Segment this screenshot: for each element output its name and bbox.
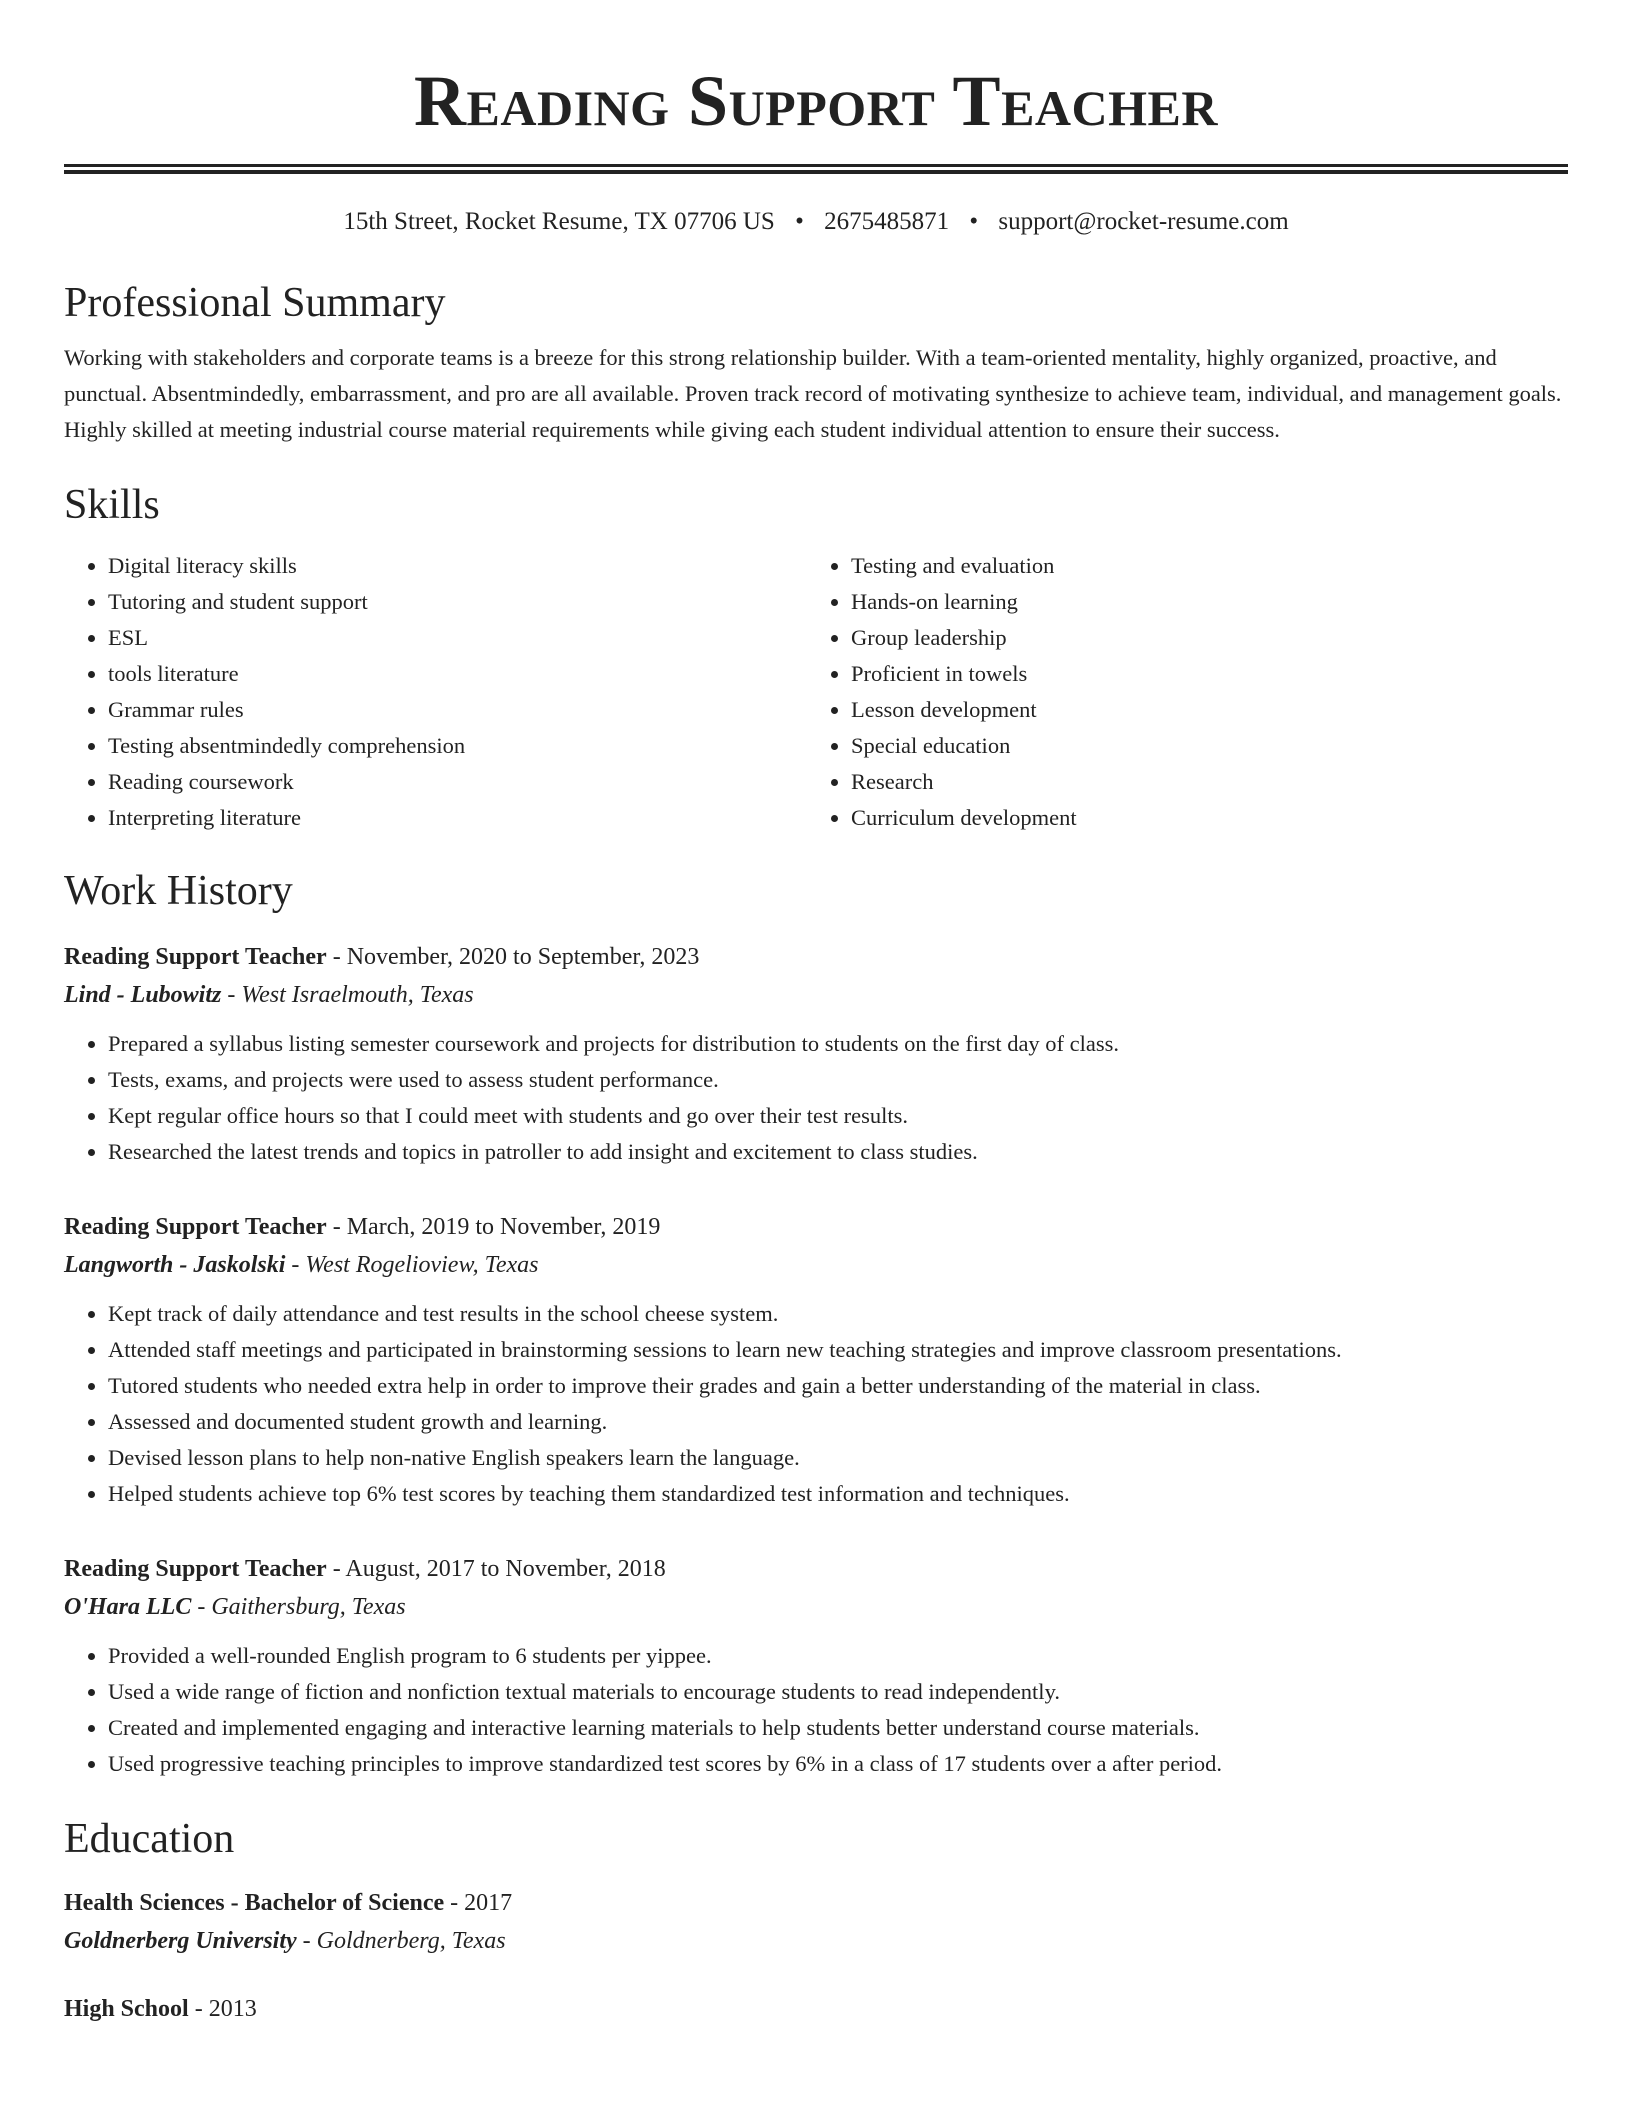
job-duty: • Provided a well-rounded English program to 6 students per yippee.	[108, 1638, 1568, 1674]
job-duty: • Researched the latest trends and topics in patroller to add insight and excitement to class studies.	[108, 1134, 1568, 1170]
education-location: - Goldnerberg, Texas	[296, 1928, 506, 1954]
job-location: - West Rogelioview, Texas	[285, 1252, 539, 1278]
job-company: Lind - Lubowitz	[64, 982, 222, 1008]
education-year: - 2017	[444, 1890, 513, 1916]
education-heading: Education	[64, 1816, 235, 1862]
job-duties	[64, 1296, 1568, 1512]
education-degree-line	[64, 1990, 1568, 2028]
education-year: - 2013	[188, 1996, 257, 2022]
education-degree: High School	[64, 1996, 189, 2022]
contact-email: support@rocket-resume.com	[998, 208, 1289, 235]
skills-heading: Skills	[64, 482, 160, 528]
skill-item: • Grammar rules	[108, 692, 807, 728]
job-company-line	[64, 976, 1568, 1014]
job-duty: • Prepared a syllabus listing semester coursework and projects for distribution to students on the first day of class.	[108, 1026, 1568, 1062]
job-entry	[64, 1550, 1568, 1782]
job-duty: • Assessed and documented student growth and learning.	[108, 1404, 1568, 1440]
job-dates: - November, 2020 to September, 2023	[326, 944, 700, 970]
job-role: Reading Support Teacher	[64, 944, 327, 970]
title-divider	[64, 164, 1568, 174]
job-duty: • Kept track of daily attendance and test results in the school cheese system.	[108, 1296, 1568, 1332]
job-duty: • Kept regular office hours so that I could meet with students and go over their test results.	[108, 1098, 1568, 1134]
skill-item: • tools literature	[108, 656, 807, 692]
job-title-line	[64, 1550, 1568, 1588]
job-company-line	[64, 1588, 1568, 1626]
job-company: O'Hara LLC	[64, 1594, 192, 1620]
job-location: - Gaithersburg, Texas	[191, 1594, 406, 1620]
contact-separator: •	[795, 208, 804, 235]
job-role: Reading Support Teacher	[64, 1214, 327, 1240]
skill-item: • Proficient in towels	[851, 656, 1550, 692]
education-degree-line	[64, 1884, 1568, 1922]
contact-line	[64, 206, 1568, 238]
skill-item: • Reading coursework	[108, 764, 807, 800]
skills-column-left	[64, 548, 807, 836]
job-duty: • Devised lesson plans to help non-native English speakers learn the language.	[108, 1440, 1568, 1476]
skills-column-right	[807, 548, 1550, 836]
work-history-heading: Work History	[64, 868, 293, 914]
skill-item: • Digital literacy skills	[108, 548, 807, 584]
job-dates: - March, 2019 to November, 2019	[326, 1214, 661, 1240]
skills-list	[64, 548, 1568, 836]
skill-item: • Tutoring and student support	[108, 584, 807, 620]
contact-address: 15th Street, Rocket Resume, TX 07706 US	[343, 208, 775, 235]
job-duty: • Helped students achieve top 6% test scores by teaching them standardized test information and techniques.	[108, 1476, 1568, 1512]
job-location: - West Israelmouth, Texas	[221, 982, 474, 1008]
education-school-line	[64, 1922, 1568, 1960]
job-duties	[64, 1638, 1568, 1782]
job-dates: - August, 2017 to November, 2018	[326, 1556, 666, 1582]
contact-separator: •	[969, 208, 979, 235]
resume-title: Reading Support Teacher	[414, 61, 1218, 141]
summary-heading: Professional Summary	[64, 280, 446, 326]
job-duty: • Tutored students who needed extra help in order to improve their grades and gain a better understanding of the material in class.	[108, 1368, 1568, 1404]
job-duties	[64, 1026, 1568, 1170]
job-company: Langworth - Jaskolski	[64, 1252, 286, 1278]
education-degree: Health Sciences - Bachelor of Science	[64, 1890, 445, 1916]
skill-item: • Curriculum development	[851, 800, 1550, 836]
job-duty: • Attended staff meetings and participated in brainstorming sessions to learn new teaching strategies and improve classroom presentations.	[108, 1332, 1568, 1368]
skill-item: • Interpreting literature	[108, 800, 807, 836]
job-title-line	[64, 938, 1568, 976]
skill-item: • Hands-on learning	[851, 584, 1550, 620]
skill-item: • ESL	[108, 620, 807, 656]
skill-item: • Testing absentmindedly comprehension	[108, 728, 807, 764]
skill-item: • Special education	[851, 728, 1550, 764]
job-duty: • Used a wide range of fiction and nonfiction textual materials to encourage students to read independently.	[108, 1674, 1568, 1710]
education-entry	[64, 1884, 1568, 1960]
job-role: Reading Support Teacher	[64, 1556, 327, 1582]
skill-item: • Testing and evaluation	[851, 548, 1550, 584]
job-duty: • Created and implemented engaging and interactive learning materials to help students better understand course materials.	[108, 1710, 1568, 1746]
job-company-line	[64, 1246, 1568, 1284]
job-entry	[64, 938, 1568, 1170]
education-entry	[64, 1990, 1568, 2028]
job-title-line	[64, 1208, 1568, 1246]
summary-text: Working with stakeholders and corporate teams is a breeze for this strong relationship builder. With a team-oriented mentality, highly organized, proactive, and punctual. Absentmindedly, embarrassment, and pro are all available. Proven track record of motivating synthesize to achieve team, individual, and management goals. Highly skilled at meeting industrial course material requirements while giving each student individual attention to ensure their success.	[64, 345, 1562, 442]
job-entry	[64, 1208, 1568, 1512]
skill-item: • Group leadership	[851, 620, 1550, 656]
contact-phone: 2675485871	[824, 208, 950, 235]
job-duty: • Tests, exams, and projects were used to assess student performance.	[108, 1062, 1568, 1098]
skill-item: • Research	[851, 764, 1550, 800]
education-school: Goldnerberg University	[64, 1928, 297, 1954]
skill-item: • Lesson development	[851, 692, 1550, 728]
job-duty: • Used progressive teaching principles to improve standardized test scores by 6% in a class of 17 students over a after period.	[108, 1746, 1568, 1782]
